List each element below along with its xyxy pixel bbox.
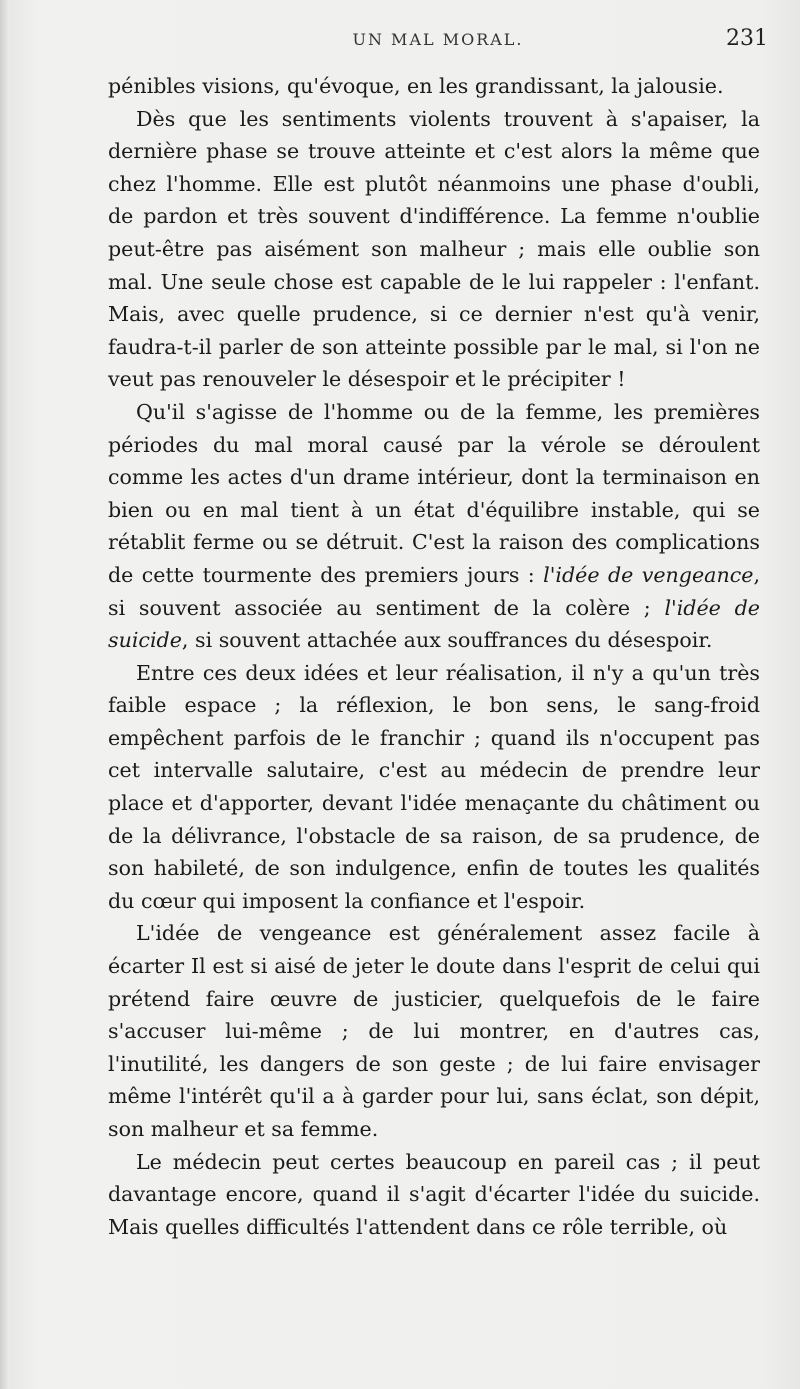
paragraph-3-text-middle: , si souvent associée au sentiment de la colère ; [108,562,760,620]
paragraph-3-text-after: , si souvent attachée aux souffrances du désespoir. [181,628,713,653]
paragraph-6: Le médecin peut certes beaucoup en pareil cas ; il peut davantage encore, quand il s'agit d'écarter l'idée du suicide. Mais quelles difficultés l'attendent dans ce rôle terrible, où [108,1149,760,1239]
paragraph-4: Entre ces deux idées et leur réalisation, il n'y a qu'un très faible espace ; la réflexion, le bon sens, le sang-froid empêchent parfois de le franchir ; quand ils n'occupent pas cet intervalle salutaire, c'est au médecin de prendre leur place et d'apporter, devant l'idée menaçante du châtiment ou de la délivrance, l'obstacle de sa raison, de sa prudence, de son habileté, de son indulgence, enfin de toutes les qualités du cœur qui imposent la confiance et l'espoir. [108,660,760,913]
body-text [108,70,760,1243]
paragraph-2: Dès que les sentiments violents trouvent à s'apaiser, la dernière phase se trouve atteinte et c'est alors la même que chez l'homme. Elle est plutôt néanmoins une phase d'oubli, de pardon et très souvent d'indifférence. La femme n'oublie peut-être pas aisément son malheur ; mais elle oublie son mal. Une seule chose est capable de le lui rappeler : l'enfant. Mais, avec quelle prudence, si ce dernier n'est qu'à venir, faudra-t-il parler de son atteinte possible par le mal, si l'on ne veut pas renouveler le désespoir et le précipiter ! [108,106,760,392]
paragraph-1: pénibles visions, qu'évoque, en les grandissant, la jalousie. [108,74,724,98]
paragraph-5: L'idée de vengeance est généralement assez facile à écarter Il est si aisé de jeter le doute dans l'esprit de celui qui prétend faire œuvre de justicier, quelquefois de le faire s'accuser lui-même ; de lui montrer, en d'autres cas, l'inutilité, les dangers de son geste ; de lui faire envisager même l'intérêt qu'il a à garder pour lui, sans éclat, son dépit, son malheur et sa femme. [108,921,760,1141]
page-number: 231 [726,26,768,51]
binding-edge [0,0,10,1389]
page-header [108,26,768,60]
running-title: UN MAL MORAL. [352,30,524,49]
paragraph-3 [108,396,760,657]
emphasis-vengeance: l'idée de vengeance [543,562,754,587]
emphasis-suicide: l'idée de suicide [108,595,760,653]
paragraph-3-text-before: Qu'il s'agisse de l'homme ou de la femme, les premières périodes du mal moral causé par la vérole se déroulent comme les actes d'un drame intérieur, dont la terminaison en bien ou en mal tient à un état d'équilibre instable, qui se rétablit ferme ou se détruit. C'est la raison des complications de cette tourmente des premiers jours : [108,399,760,587]
